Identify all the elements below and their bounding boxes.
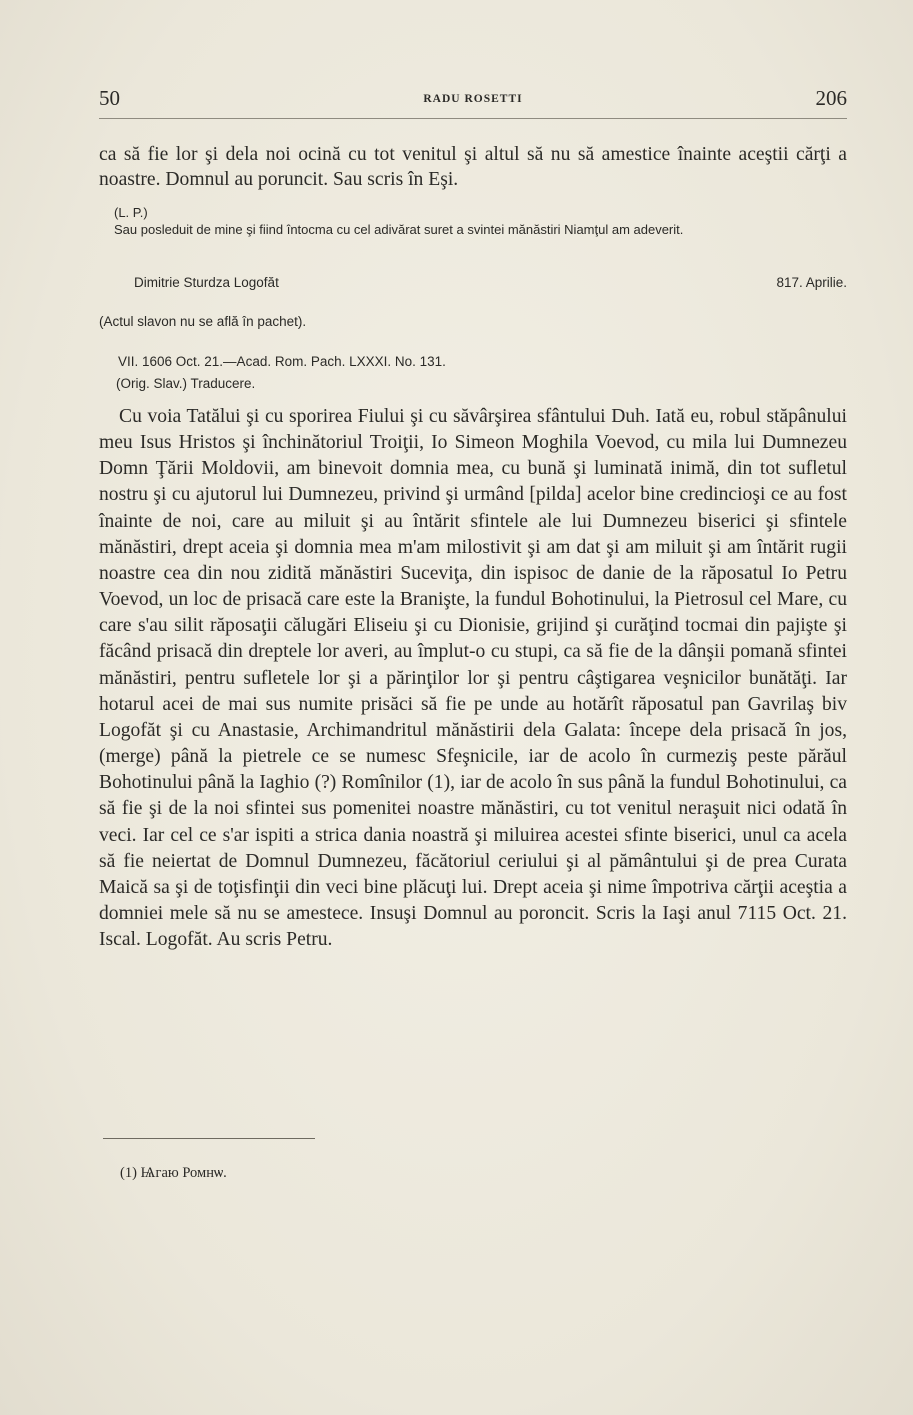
running-title: RADU ROSETTI <box>423 93 523 105</box>
document-heading: VII. 1606 Oct. 21.—Acad. Rom. Pach. LXXXI. No. 131. <box>118 354 446 369</box>
page-number-left: 50 <box>99 86 120 110</box>
slavon-note: (Actul slavon nu se află în pachet). <box>99 314 307 329</box>
footnote-rule <box>103 1138 315 1139</box>
continuation-paragraph: ca să fie lor şi dela noi ocină cu tot venitul şi altul să nu să amestice înainte aceştii cărţi a noastre. Domnul au poruncit. Sau scris în Eşi. <box>99 144 847 190</box>
signature-date: 817. Aprilie. <box>776 275 847 290</box>
certification-note: Sau posleduit de mine şi fiind întocma cu cel adivărat suret a svintei mănăstiri Niamţul am adeverit. <box>114 222 684 237</box>
page-number-right: 206 <box>815 86 847 110</box>
footnote: (1) Ѩгаю Ромнѡ. <box>120 1165 227 1181</box>
header-rule <box>99 118 847 119</box>
seal-mark: (L. P.) <box>114 205 148 220</box>
document-origin: (Orig. Slav.) Traducere. <box>116 376 256 391</box>
page-header <box>99 86 847 116</box>
signature-name: Dimitrie Sturdza Logofăt <box>134 275 279 290</box>
document-body: Cu voia Tatălui şi cu sporirea Fiului şi cu săvârşirea sfântului Duh. Iată eu, robul stăpânului meu Isus Hristos şi închinătoriul Troiţii, Io Simeon Moghila Voevod, cu mila lui Dumnezeu Domn Ţării Moldovii, am binevoit domnia mea, cu bună şi luminată inimă, din tot sufletul nostru şi cu ajutorul lui Dumnezeu, privind şi urmând [pilda] acelor bine credincioşi ce au fost înainte de noi, care au miluit şi au întărit sfintele ale lui Dumnezeu biserici şi sfintele mănăstiri, drept aceia şi domnia mea m'am milostivit şi am dat şi am miluit şi am întărit rugii noastre cea din nou zidită mănăstiri Suceviţa, din ispisoc de danie de la răposatul Io Petru Voevod, un loc de prisacă care este la Branişte, la fundul Bohotinului, la Pietrosul cel Mare, cu care s'au silit răposaţii călugări Eliseiu şi cu Dionisie, grijind şi curăţind tocmai din pajişte şi făcând prisacă din dreptele lor averi, au împlut-o cu stupi, ca să fie de la dânşii pomană sfintei mănăstiri, pentru sufletele lor şi a părinţilor lor şi pentru câştigarea veşnicilor bunătăţi. Iar hotarul acei de mai sus numite prisăci să fie pe unde au hotărît răposatul pan Gavrilaş biv Logofăt şi cu Anastasie, Archimandritul mănăstirii dela Galata: începe dela prisacă în jos, (merge) până la pietrele ce se numesc Sfeşnicile, iar de acolo în curmeziş peste părăul Bohotinului până la Iaghio (?) Romînilor (1), iar de acolo în sus până la fundul Bohotinului, ca să fie şi de la noi sfintei sus pomenitei noastre mănăstiri, cu tot venitul neraşuit nici odată în veci. Iar cel ce s'ar ispiti a strica dania noastră şi miluirea acestei sfinte biserici, unul ca acela să fie neiertat de Domnul Dumnezeu, făcătoriul ceriului şi al pământului şi de prea Curata Maică sa şi de toţisfinţii din veci bine plăcuţi lui. Drept aceia şi nime împotriva cărţii aceştia a domniei mele să nu se amestece. Insuşi Domnul au poroncit. Scris la Iaşi anul 7115 Oct. 21. Iscal. Logofăt. Au scris Petru. <box>99 406 847 951</box>
